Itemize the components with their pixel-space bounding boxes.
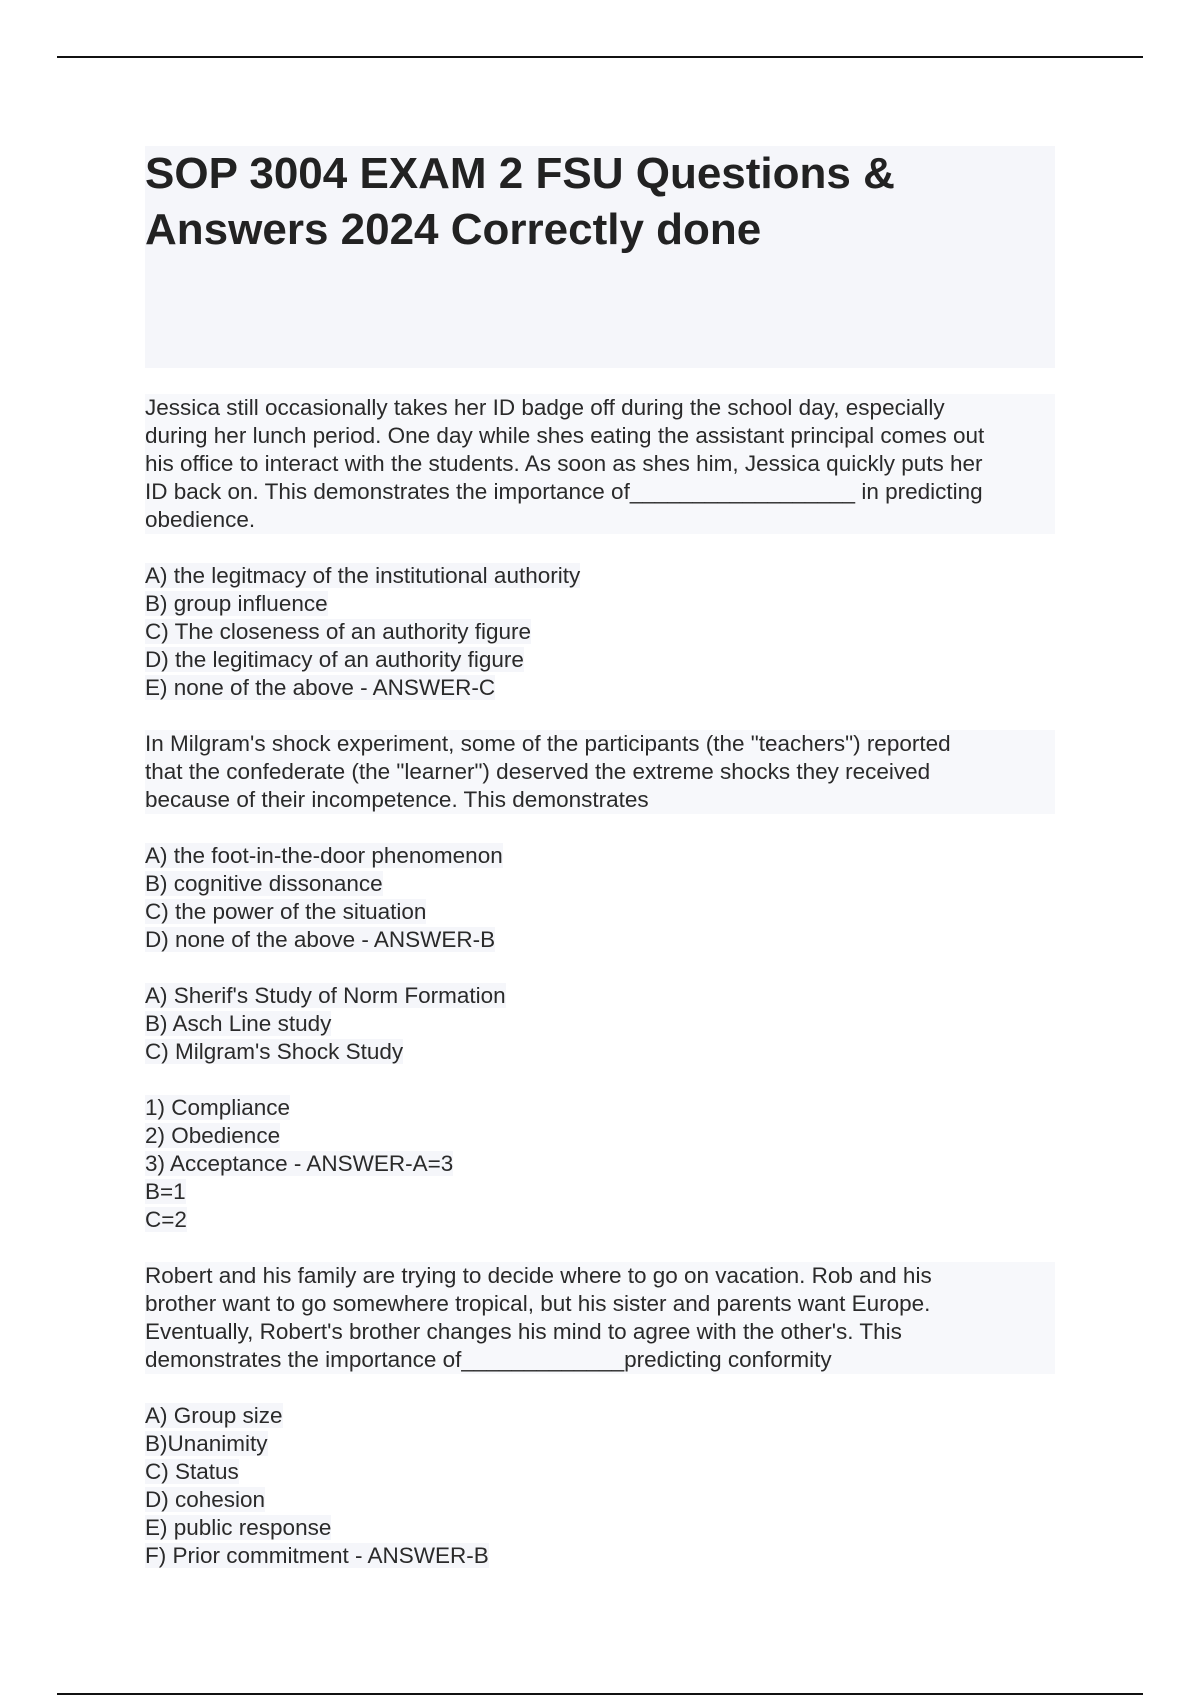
question-line: obedience.	[145, 507, 256, 532]
top-rule	[57, 56, 1143, 58]
document-title	[145, 146, 1055, 258]
study-item: A) Sherif's Study of Norm Formation	[145, 983, 506, 1008]
question-2	[145, 730, 1055, 954]
answer-option: C) the power of the situation	[145, 899, 427, 924]
question-line: Eventually, Robert's brother changes his mind to agree with the other's. This	[145, 1319, 902, 1344]
answer-option: B) cognitive dissonance	[145, 871, 383, 896]
study-item: C) Milgram's Shock Study	[145, 1039, 404, 1064]
match-item: 1) Compliance	[145, 1095, 291, 1120]
match-item: B=1	[145, 1179, 186, 1204]
question-4-text	[145, 1262, 1055, 1374]
question-4	[145, 1262, 1055, 1570]
question-3-studies	[145, 982, 1055, 1066]
answer-option: F) Prior commitment - ANSWER-B	[145, 1543, 489, 1568]
question-line: his office to interact with the students. As soon as shes him, Jessica quickly puts her	[145, 451, 983, 476]
question-4-options	[145, 1402, 1055, 1570]
question-line: ID back on. This demonstrates the importance of__________________ in predicting	[145, 479, 983, 504]
title-line: Answers 2024 Correctly done	[145, 205, 762, 254]
title-block	[145, 146, 1055, 368]
study-item: B) Asch Line study	[145, 1011, 332, 1036]
answer-option: D) the legitimacy of an authority figure	[145, 647, 524, 672]
question-2-text	[145, 730, 1055, 814]
answer-option: A) Group size	[145, 1403, 283, 1428]
question-1	[145, 394, 1055, 702]
match-item: 2) Obedience	[145, 1123, 281, 1148]
question-2-options	[145, 842, 1055, 954]
question-1-text	[145, 394, 1055, 534]
question-line: demonstrates the importance of_____________predicting conformity	[145, 1347, 832, 1372]
title-line: SOP 3004 EXAM 2 FSU Questions &	[145, 149, 895, 198]
question-line: brother want to go somewhere tropical, but his sister and parents want Europe.	[145, 1291, 931, 1316]
match-item: C=2	[145, 1207, 187, 1232]
bottom-rule	[57, 1693, 1143, 1695]
answer-option: A) the legitmacy of the institutional authority	[145, 563, 581, 588]
question-3	[145, 982, 1055, 1234]
answer-option: C) Status	[145, 1459, 239, 1484]
match-item: 3) Acceptance - ANSWER-A=3	[145, 1151, 454, 1176]
answer-option: B)Unanimity	[145, 1431, 268, 1456]
answer-option: B) group influence	[145, 591, 328, 616]
question-line: because of their incompetence. This demonstrates	[145, 787, 649, 812]
answer-option: D) none of the above - ANSWER-B	[145, 927, 496, 952]
question-line: that the confederate (the "learner") deserved the extreme shocks they received	[145, 759, 931, 784]
document-page	[145, 146, 1055, 1570]
answer-option: A) the foot-in-the-door phenomenon	[145, 843, 503, 868]
answer-option: C) The closeness of an authority figure	[145, 619, 532, 644]
answer-option: D) cohesion	[145, 1487, 266, 1512]
question-line: Jessica still occasionally takes her ID badge off during the school day, especially	[145, 395, 945, 420]
question-3-matches	[145, 1094, 1055, 1234]
question-line: Robert and his family are trying to decide where to go on vacation. Rob and his	[145, 1263, 932, 1288]
question-line: In Milgram's shock experiment, some of the participants (the "teachers") reported	[145, 731, 951, 756]
question-line: during her lunch period. One day while shes eating the assistant principal comes out	[145, 423, 985, 448]
answer-option: E) none of the above - ANSWER-C	[145, 675, 496, 700]
answer-option: E) public response	[145, 1515, 332, 1540]
question-1-options	[145, 562, 1055, 702]
